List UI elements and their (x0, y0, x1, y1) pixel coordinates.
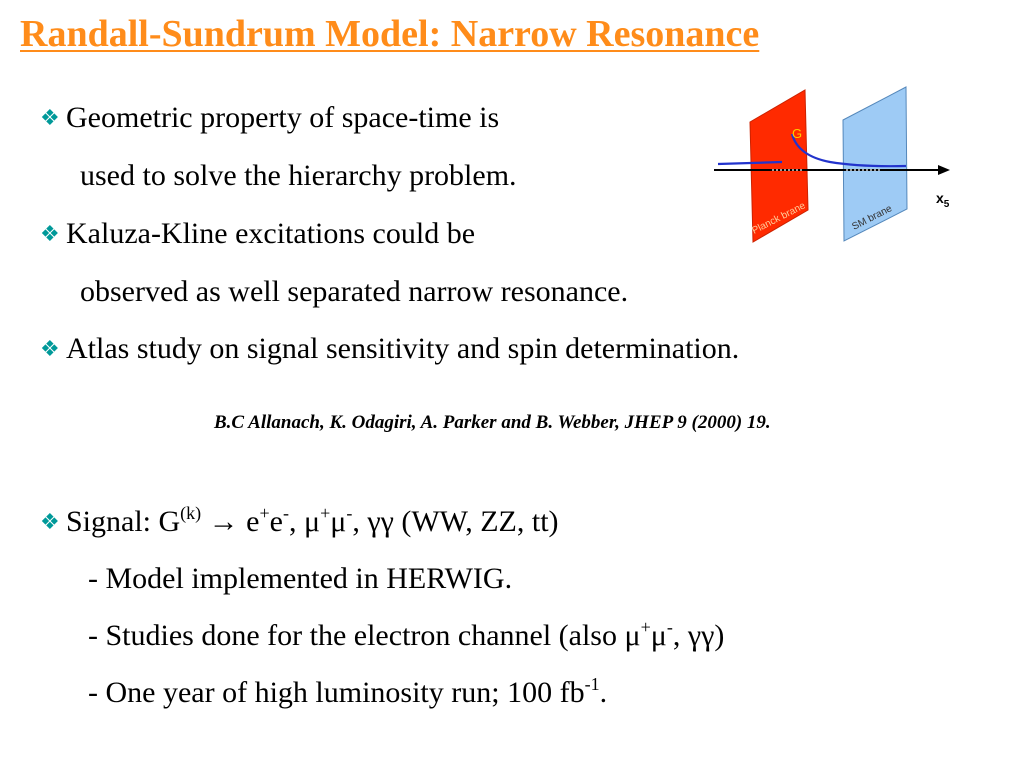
sub-item-electron-channel: - Studies done for the electron channel (also μ+μ-, γγ) (88, 617, 725, 652)
reference-citation: B.C Allanach, K. Odagiri, A. Parker and B. Webber, JHEP 9 (2000) 19. (214, 412, 771, 433)
diamond-bullet-icon: ❖ (40, 106, 60, 131)
diamond-bullet-icon: ❖ (40, 510, 60, 535)
diamond-bullet-icon: ❖ (40, 337, 60, 362)
axis-arrowhead (938, 165, 950, 175)
bullet-3 (40, 331, 739, 368)
bullet-1 (40, 100, 499, 137)
signal-bullet (40, 504, 559, 541)
sm-brane-label: SM brane (850, 203, 894, 233)
bullet-1-line-1: Geometric property of space-time is (66, 101, 500, 134)
bullet-2-line-1: Kaluza-Kline excitations could be (66, 217, 476, 250)
slide-title: Randall-Sundrum Model: Narrow Resonance (20, 13, 760, 55)
signal-text: Signal: $G^{(k)} \to e^+e^-$, μ+μ-, γγ (WW, ZZ, tt) (66, 503, 559, 538)
sub-item-herwig: - Model implemented in HERWIG. (88, 562, 513, 595)
bullet-1-line-2: used to solve the hierarchy problem. (80, 159, 517, 192)
bullet-3-line-1: Atlas study on signal sensitivity and spin determination. (66, 332, 740, 365)
bullet-2 (40, 216, 475, 253)
graviton-label: G (792, 126, 803, 141)
brane-diagram (710, 82, 970, 252)
bullet-2-line-2: observed as well separated narrow resonance. (80, 275, 629, 308)
x5-axis-label: $x_5$ (936, 190, 950, 210)
diamond-bullet-icon: ❖ (40, 222, 60, 247)
sub-item-luminosity: - One year of high luminosity run; 100 $fb^{-1}$. (88, 674, 608, 709)
planck-brane-label: Planck brane (750, 200, 808, 237)
